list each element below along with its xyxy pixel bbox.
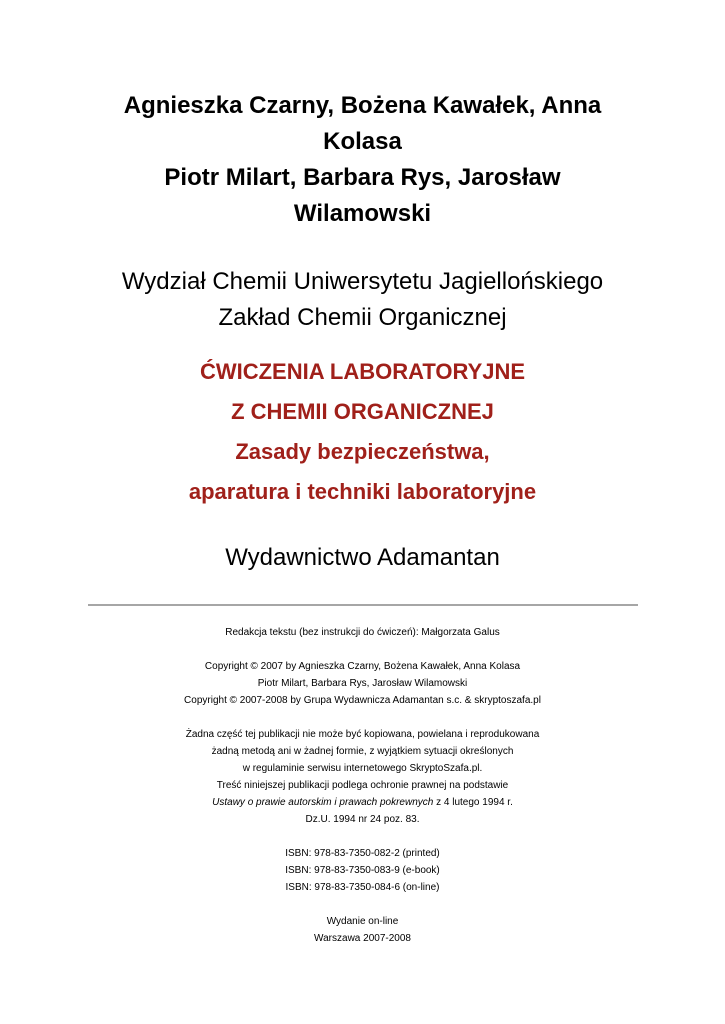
authors-block: [60, 88, 665, 232]
rights-line: żadną metodą ani w żadnej formie, z wyjątkiem sytuacji określonych: [211, 746, 514, 757]
copyright-line: Copyright © 2007-2008 by Grupa Wydawnicza Adamantan s.c. & skryptoszafa.pl: [184, 695, 541, 706]
law-title: Ustawy o prawie autorskim i prawach pokrewnych: [212, 797, 434, 808]
authors-line: Agnieszka Czarny, Bożena Kawałek, Anna: [123, 92, 602, 119]
imprint-block: [60, 624, 665, 947]
isbn-line: ISBN: 978-83-7350-084-6 (on-line): [285, 882, 440, 893]
place-years: Warszawa 2007-2008: [314, 933, 411, 944]
copyright-line: Piotr Milart, Barbara Rys, Jarosław Wilamowski: [257, 678, 468, 689]
law-reference: Dz.U. 1994 nr 24 poz. 83.: [305, 814, 420, 825]
authors-line: Kolasa: [323, 128, 402, 155]
spacer: [60, 896, 665, 913]
authors-line: Piotr Milart, Barbara Rys, Jarosław: [164, 164, 561, 191]
spacer: [60, 709, 665, 726]
rights-line: w regulaminie serwisu internetowego SkryptoSzafa.pl.: [242, 763, 483, 774]
law-line: [60, 794, 665, 811]
spacer: [60, 641, 665, 658]
copyright-line: Copyright © 2007 by Agnieszka Czarny, Bożena Kawałek, Anna Kolasa: [204, 661, 521, 672]
law-date: z 4 lutego 1994 r.: [433, 797, 513, 808]
spacer: [60, 828, 665, 845]
isbn-line: ISBN: 978-83-7350-082-2 (printed): [285, 848, 440, 859]
subtitle-line: aparatura i techniki laboratoryjne: [188, 479, 537, 504]
publisher-name: Wydawnictwo Adamantan: [225, 544, 500, 571]
subtitle-line: Zasady bezpieczeństwa,: [235, 439, 490, 464]
title-line: Z CHEMII ORGANICZNEJ: [231, 399, 494, 424]
authors-line: Wilamowski: [293, 200, 432, 227]
title-line: ĆWICZENIA LABORATORYJNE: [199, 359, 526, 384]
isbn-line: ISBN: 978-83-7350-083-9 (e-book): [285, 865, 440, 876]
divider: [88, 604, 638, 606]
institution-block: [60, 264, 665, 336]
editor-credit: Redakcja tekstu (bez instrukcji do ćwiczeń): Małgorzata Galus: [225, 627, 500, 638]
rights-line: Żadna część tej publikacji nie może być kopiowana, powielana i reprodukowana: [185, 729, 540, 740]
book-title: [60, 352, 665, 512]
edition-label: Wydanie on-line: [326, 916, 399, 927]
department-name: Zakład Chemii Organicznej: [218, 304, 507, 331]
rights-line: Treść niniejszej publikacji podlega ochronie prawnej na podstawie: [216, 780, 509, 791]
faculty-name: Wydział Chemii Uniwersytetu Jagiellońskiego: [121, 268, 604, 295]
